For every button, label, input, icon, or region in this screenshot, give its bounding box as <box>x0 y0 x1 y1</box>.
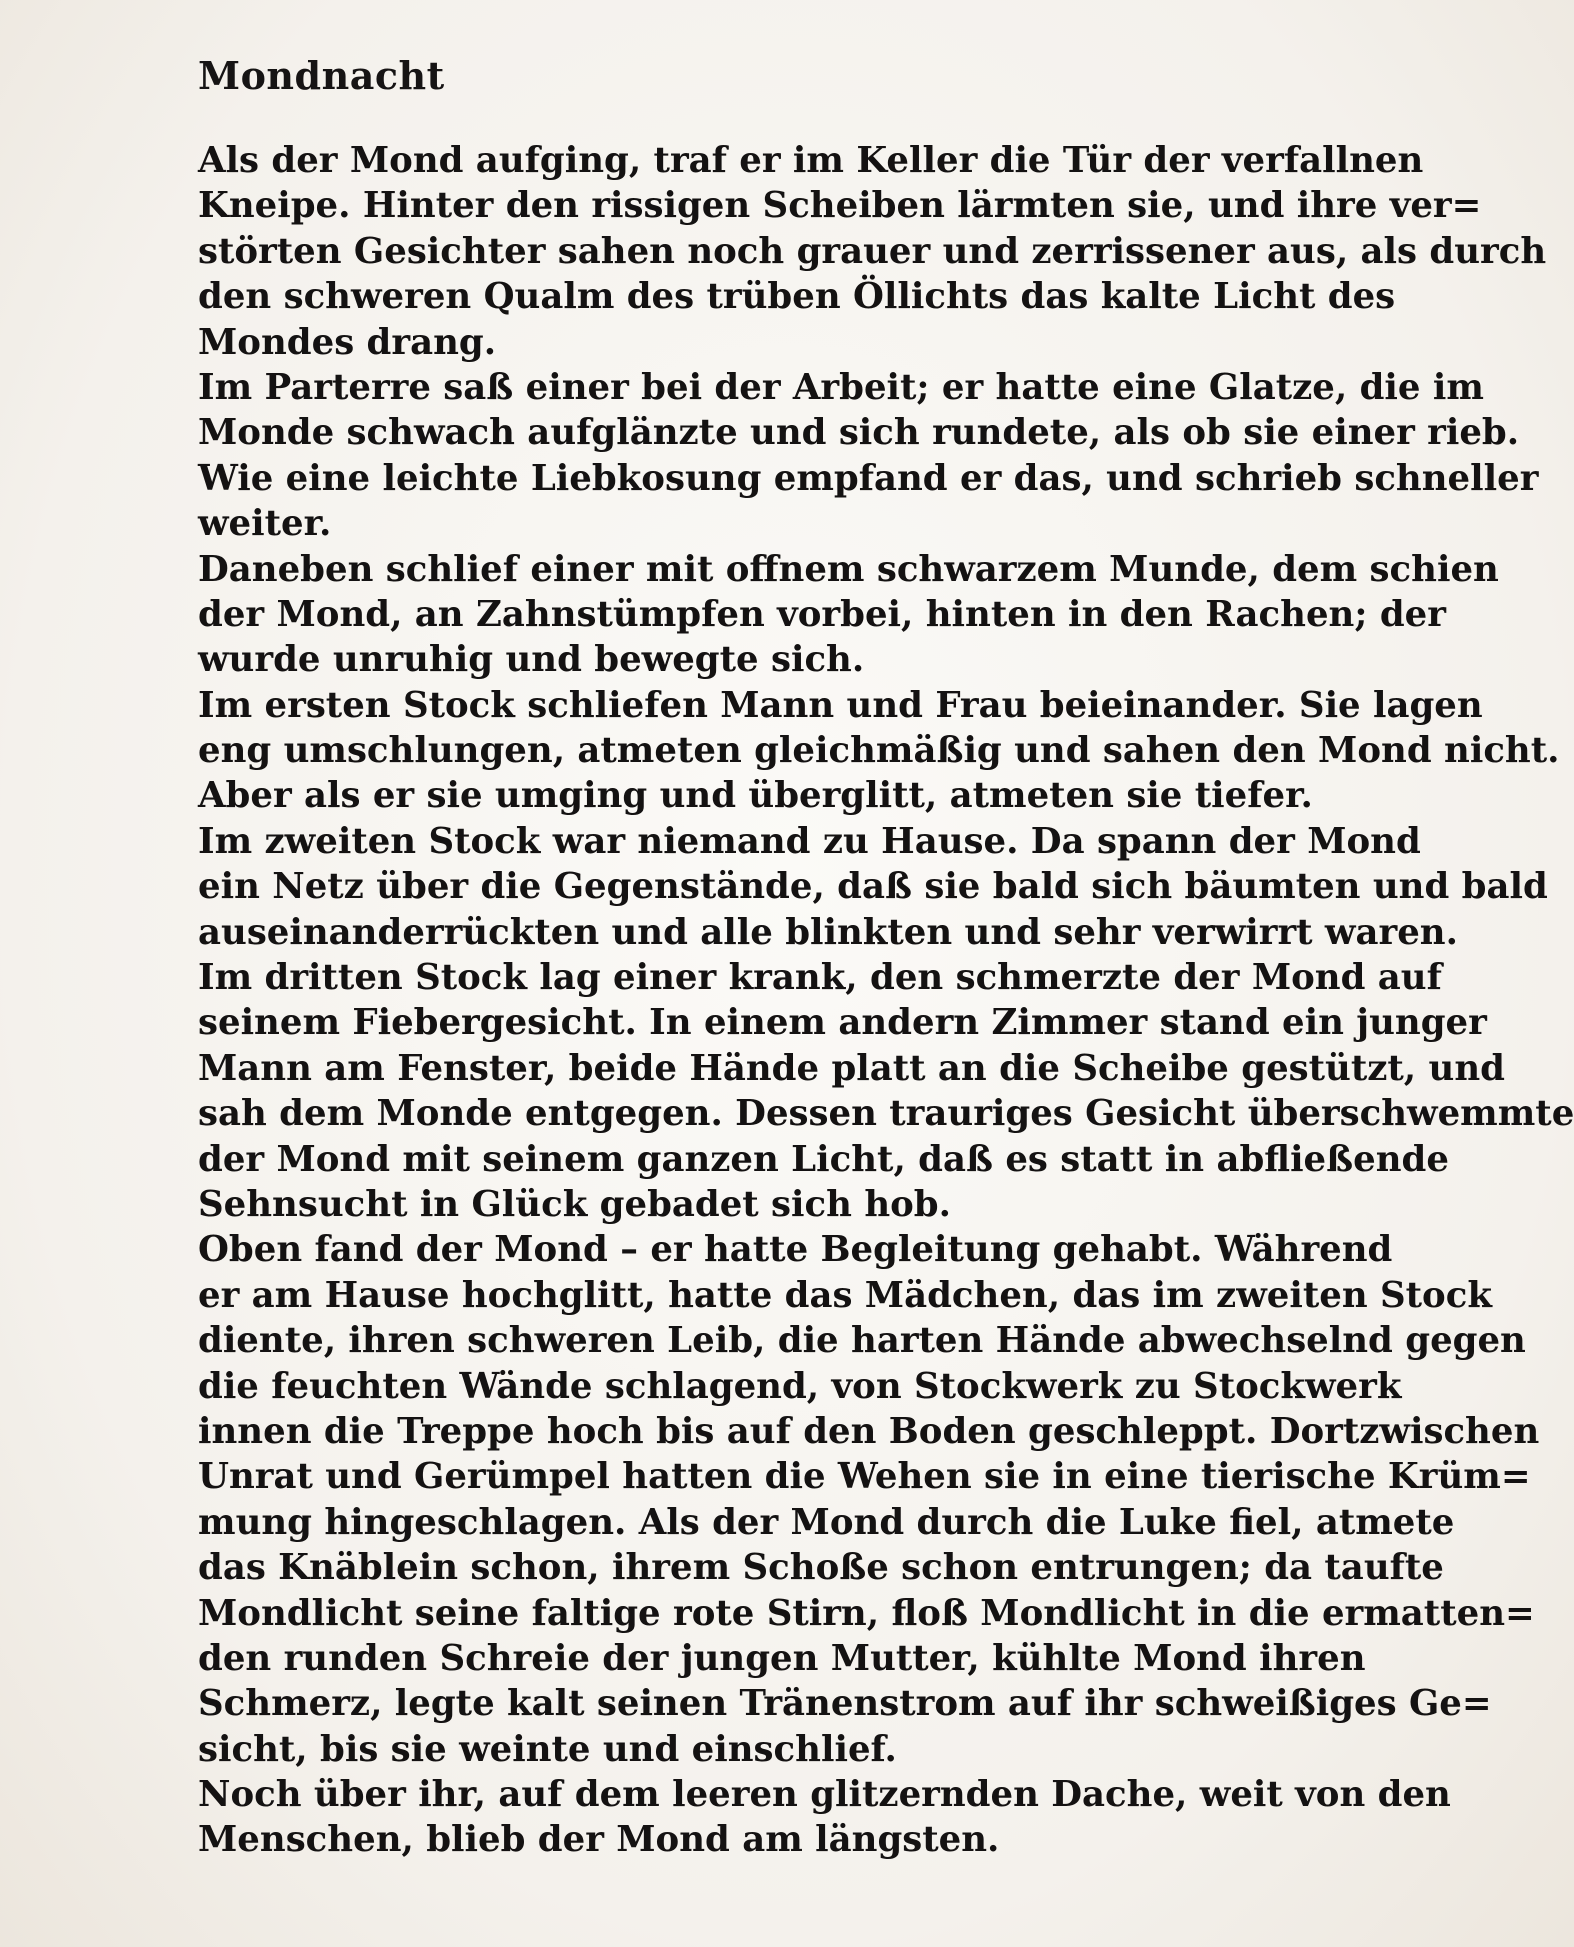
text-line: Kneipe. Hinter den rissigen Scheiben lärmten sie, und ihre ver= <box>198 185 1482 227</box>
text-line: Mondes drang. <box>198 321 497 363</box>
text-line: ein Netz über die Gegenstände, daß sie bald sich bäumten und bald <box>198 866 1548 908</box>
text-line: seinem Fiebergesicht. In einem andern Zimmer stand ein junger <box>198 1002 1487 1044</box>
text-line: die feuchten Wände schlagend, von Stockwerk zu Stockwerk <box>198 1365 1402 1407</box>
text-line: den runden Schreie der jungen Mutter, kühlte Mond ihren <box>198 1637 1366 1679</box>
text-line: Wie eine leichte Liebkosung empfand er das, und schrieb schneller <box>198 457 1539 499</box>
text-line: Sehnsucht in Glück gebadet sich hob. <box>198 1183 951 1225</box>
text-line: er am Hause hochglitt, hatte das Mädchen, das im zweiten Stock <box>198 1274 1492 1316</box>
body-text <box>198 138 1574 1863</box>
text-line: den schweren Qualm des trüben Öllichts das kalte Licht des <box>198 276 1396 318</box>
text-line: Im dritten Stock lag einer krank, den schmerzte der Mond auf <box>198 957 1442 999</box>
text-line: Unrat und Gerümpel hatten die Wehen sie in eine tierische Krüm= <box>198 1456 1531 1498</box>
text-line: Oben fand der Mond – er hatte Begleitung gehabt. Während <box>198 1229 1393 1271</box>
text-line: Menschen, blieb der Mond am längsten. <box>198 1819 1000 1861</box>
text-line: diente, ihren schweren Leib, die harten Hände abwechselnd gegen <box>198 1320 1526 1362</box>
text-line: Als der Mond aufging, traf er im Keller die Tür der verfallnen <box>198 140 1424 181</box>
text-line: weiter. <box>198 503 332 545</box>
text-line: Im Parterre saß einer bei der Arbeit; er hatte eine Glatze, die im <box>198 366 1484 408</box>
text-line: Im ersten Stock schliefen Mann und Frau beieinander. Sie lagen <box>198 684 1483 726</box>
text-line: der Mond, an Zahnstümpfen vorbei, hinten in den Rachen; der <box>198 593 1446 635</box>
text-line: innen die Treppe hoch bis auf den Boden geschleppt. Dortzwischen <box>198 1410 1540 1452</box>
text-line: Schmerz, legte kalt seinen Tränenstrom auf ihr schweißiges Ge= <box>198 1683 1492 1725</box>
text-line: sah dem Monde entgegen. Dessen trauriges Gesicht überschwemmte <box>198 1093 1574 1135</box>
text-line: der Mond mit seinem ganzen Licht, daß es statt in abfließende <box>198 1138 1449 1180</box>
text-line: das Knäblein schon, ihrem Schoße schon entrungen; da taufte <box>198 1547 1444 1589</box>
text-line: mung hingeschlagen. Als der Mond durch die Luke fiel, atmete <box>198 1501 1455 1543</box>
text-line: Mondlicht seine faltige rote Stirn, floß Mondlicht in die ermatten= <box>198 1592 1535 1634</box>
page-title: Mondnacht <box>198 53 445 98</box>
text-line: Noch über ihr, auf dem leeren glitzernden Dache, weit von den <box>198 1774 1451 1816</box>
text-line: wurde unruhig und bewegte sich. <box>198 639 865 681</box>
text-line: Aber als er sie umging und überglitt, atmeten sie tiefer. <box>198 775 1313 817</box>
text-line: störten Gesichter sahen noch grauer und zerrissener aus, als durch <box>198 230 1547 272</box>
text-line: sicht, bis sie weinte und einschlief. <box>198 1728 897 1770</box>
text-line: Daneben schlief einer mit offnem schwarzem Munde, dem schien <box>198 548 1499 590</box>
text-line: eng umschlungen, atmeten gleichmäßig und sahen den Mond nicht. <box>198 730 1560 772</box>
text-line: Im zweiten Stock war niemand zu Hause. Da spann der Mond <box>198 820 1421 862</box>
text-line: Monde schwach aufglänzte und sich rundete, als ob sie einer rieb. <box>198 412 1520 454</box>
text-line: Mann am Fenster, beide Hände platt an die Scheibe gestützt, und <box>198 1047 1505 1089</box>
text-line: auseinanderrückten und alle blinkten und sehr verwirrt waren. <box>198 911 1458 953</box>
